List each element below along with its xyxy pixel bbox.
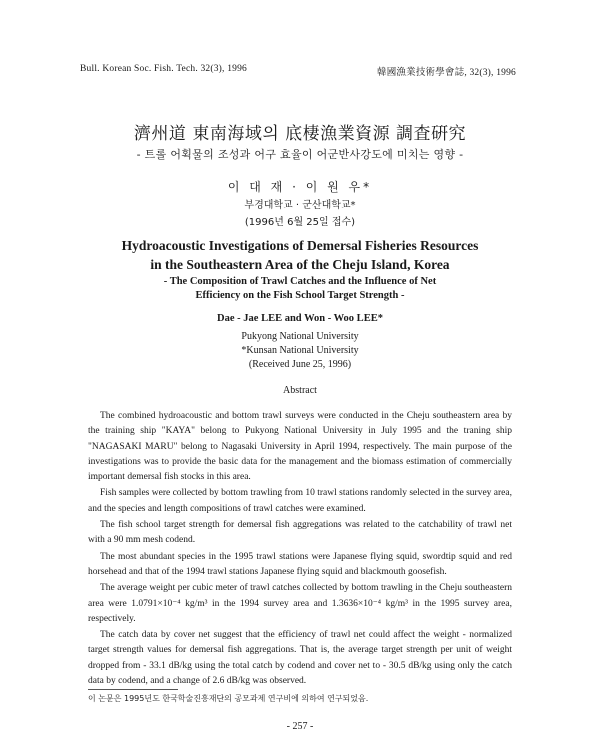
english-subtitle <box>0 275 600 303</box>
korean-authors: 이 대 재 · 이 원 우* <box>227 180 373 194</box>
affiliation-pukyong: Pukyong National University <box>241 331 359 342</box>
english-title-line2: in the Southeastern Area of the Cheju Island, Korea <box>150 257 450 272</box>
abstract-heading: Abstract <box>283 385 317 396</box>
english-title <box>0 236 600 274</box>
footnote: 이 논문은 1995년도 한국학술진흥재단의 공모과제 연구비에 의하여 연구되었음. <box>88 694 369 703</box>
page-number: - 257 - <box>286 721 314 732</box>
abstract-paragraph: The combined hydroacoustic and bottom trawl surveys were conducted in the Cheju southeastern area by the training ship "KAYA" belong to Pukyong National University in July 1995 and the traning ship "NAGASAKI MARU" belong to Nagasaki University in April 1994, respectively. The main purpose of the investigations was to provide the basic data for the management and the biomass estimation of commercially important demersal fish stocks in this area. <box>88 411 512 483</box>
english-subtitle-line2: Efficiency on the Fish School Target Strength - <box>195 290 405 301</box>
footnote-divider <box>88 689 178 690</box>
english-subtitle-line1: - The Composition of Trawl Catches and the Influence of Net <box>163 276 437 287</box>
abstract-paragraph: Fish samples were collected by bottom trawling from 10 trawl stations randomly selected in the survey area, and the species and length compositions of trawl catches were examined. <box>88 488 512 514</box>
english-authors: Dae - Jae LEE and Won - Woo LEE* <box>217 313 383 324</box>
korean-affiliation: 부경대학교 · 군산대학교* <box>244 200 356 211</box>
abstract-body <box>88 409 512 689</box>
korean-subtitle: - 트롤 어획물의 조성과 어구 효율이 어군반사강도에 미치는 영향 - <box>136 148 464 161</box>
abstract-paragraph: The most abundant species in the 1995 trawl stations were Japanese flying squid, swordtip squid and red horsehead and that of the 1994 trawl stations Japanese flying squid and blackmouth goosefish. <box>88 551 512 577</box>
korean-title: 濟州道 東南海域의 底棲漁業資源 調査硏究 <box>133 124 467 144</box>
abstract-paragraph: The average weight per cubic meter of trawl catches collected by bottom trawling in the Cheju southeastern area were 1.0791×10⁻⁴ kg/m³ in the 1994 survey area and 1.3636×10⁻⁴ kg/m³ in the 1995 survey area, respectively. <box>88 583 512 624</box>
korean-received-date: (1996년 6월 25일 접수) <box>244 217 356 228</box>
running-header-right: 韓國漁業技術學會誌, 32(3), 1996 <box>377 68 516 78</box>
running-header-left: Bull. Korean Soc. Fish. Tech. 32(3), 1996 <box>80 64 247 74</box>
english-title-line1: Hydroacoustic Investigations of Demersal Fisheries Resources <box>121 238 479 253</box>
affiliation-kunsan: *Kunsan National University <box>241 345 359 356</box>
abstract-paragraph: The fish school target strength for demersal fish aggregations was related to the catchability of trawl net with a 90 mm mesh codend. <box>88 520 512 546</box>
english-received-date: (Received June 25, 1996) <box>248 359 352 370</box>
abstract-paragraph: The catch data by cover net suggest that the efficiency of trawl net could affect the weight - normalized target strength values for demersal fish aggregations. That is, the average target strength per unit of weight dropped from - 33.1 dB/kg using the total catch by codend and cover net to - 30.5 dB/kg using only the catch data by codend, and a change of 2.6 dB/kg was observed. <box>88 630 512 687</box>
english-affiliations <box>0 330 600 372</box>
